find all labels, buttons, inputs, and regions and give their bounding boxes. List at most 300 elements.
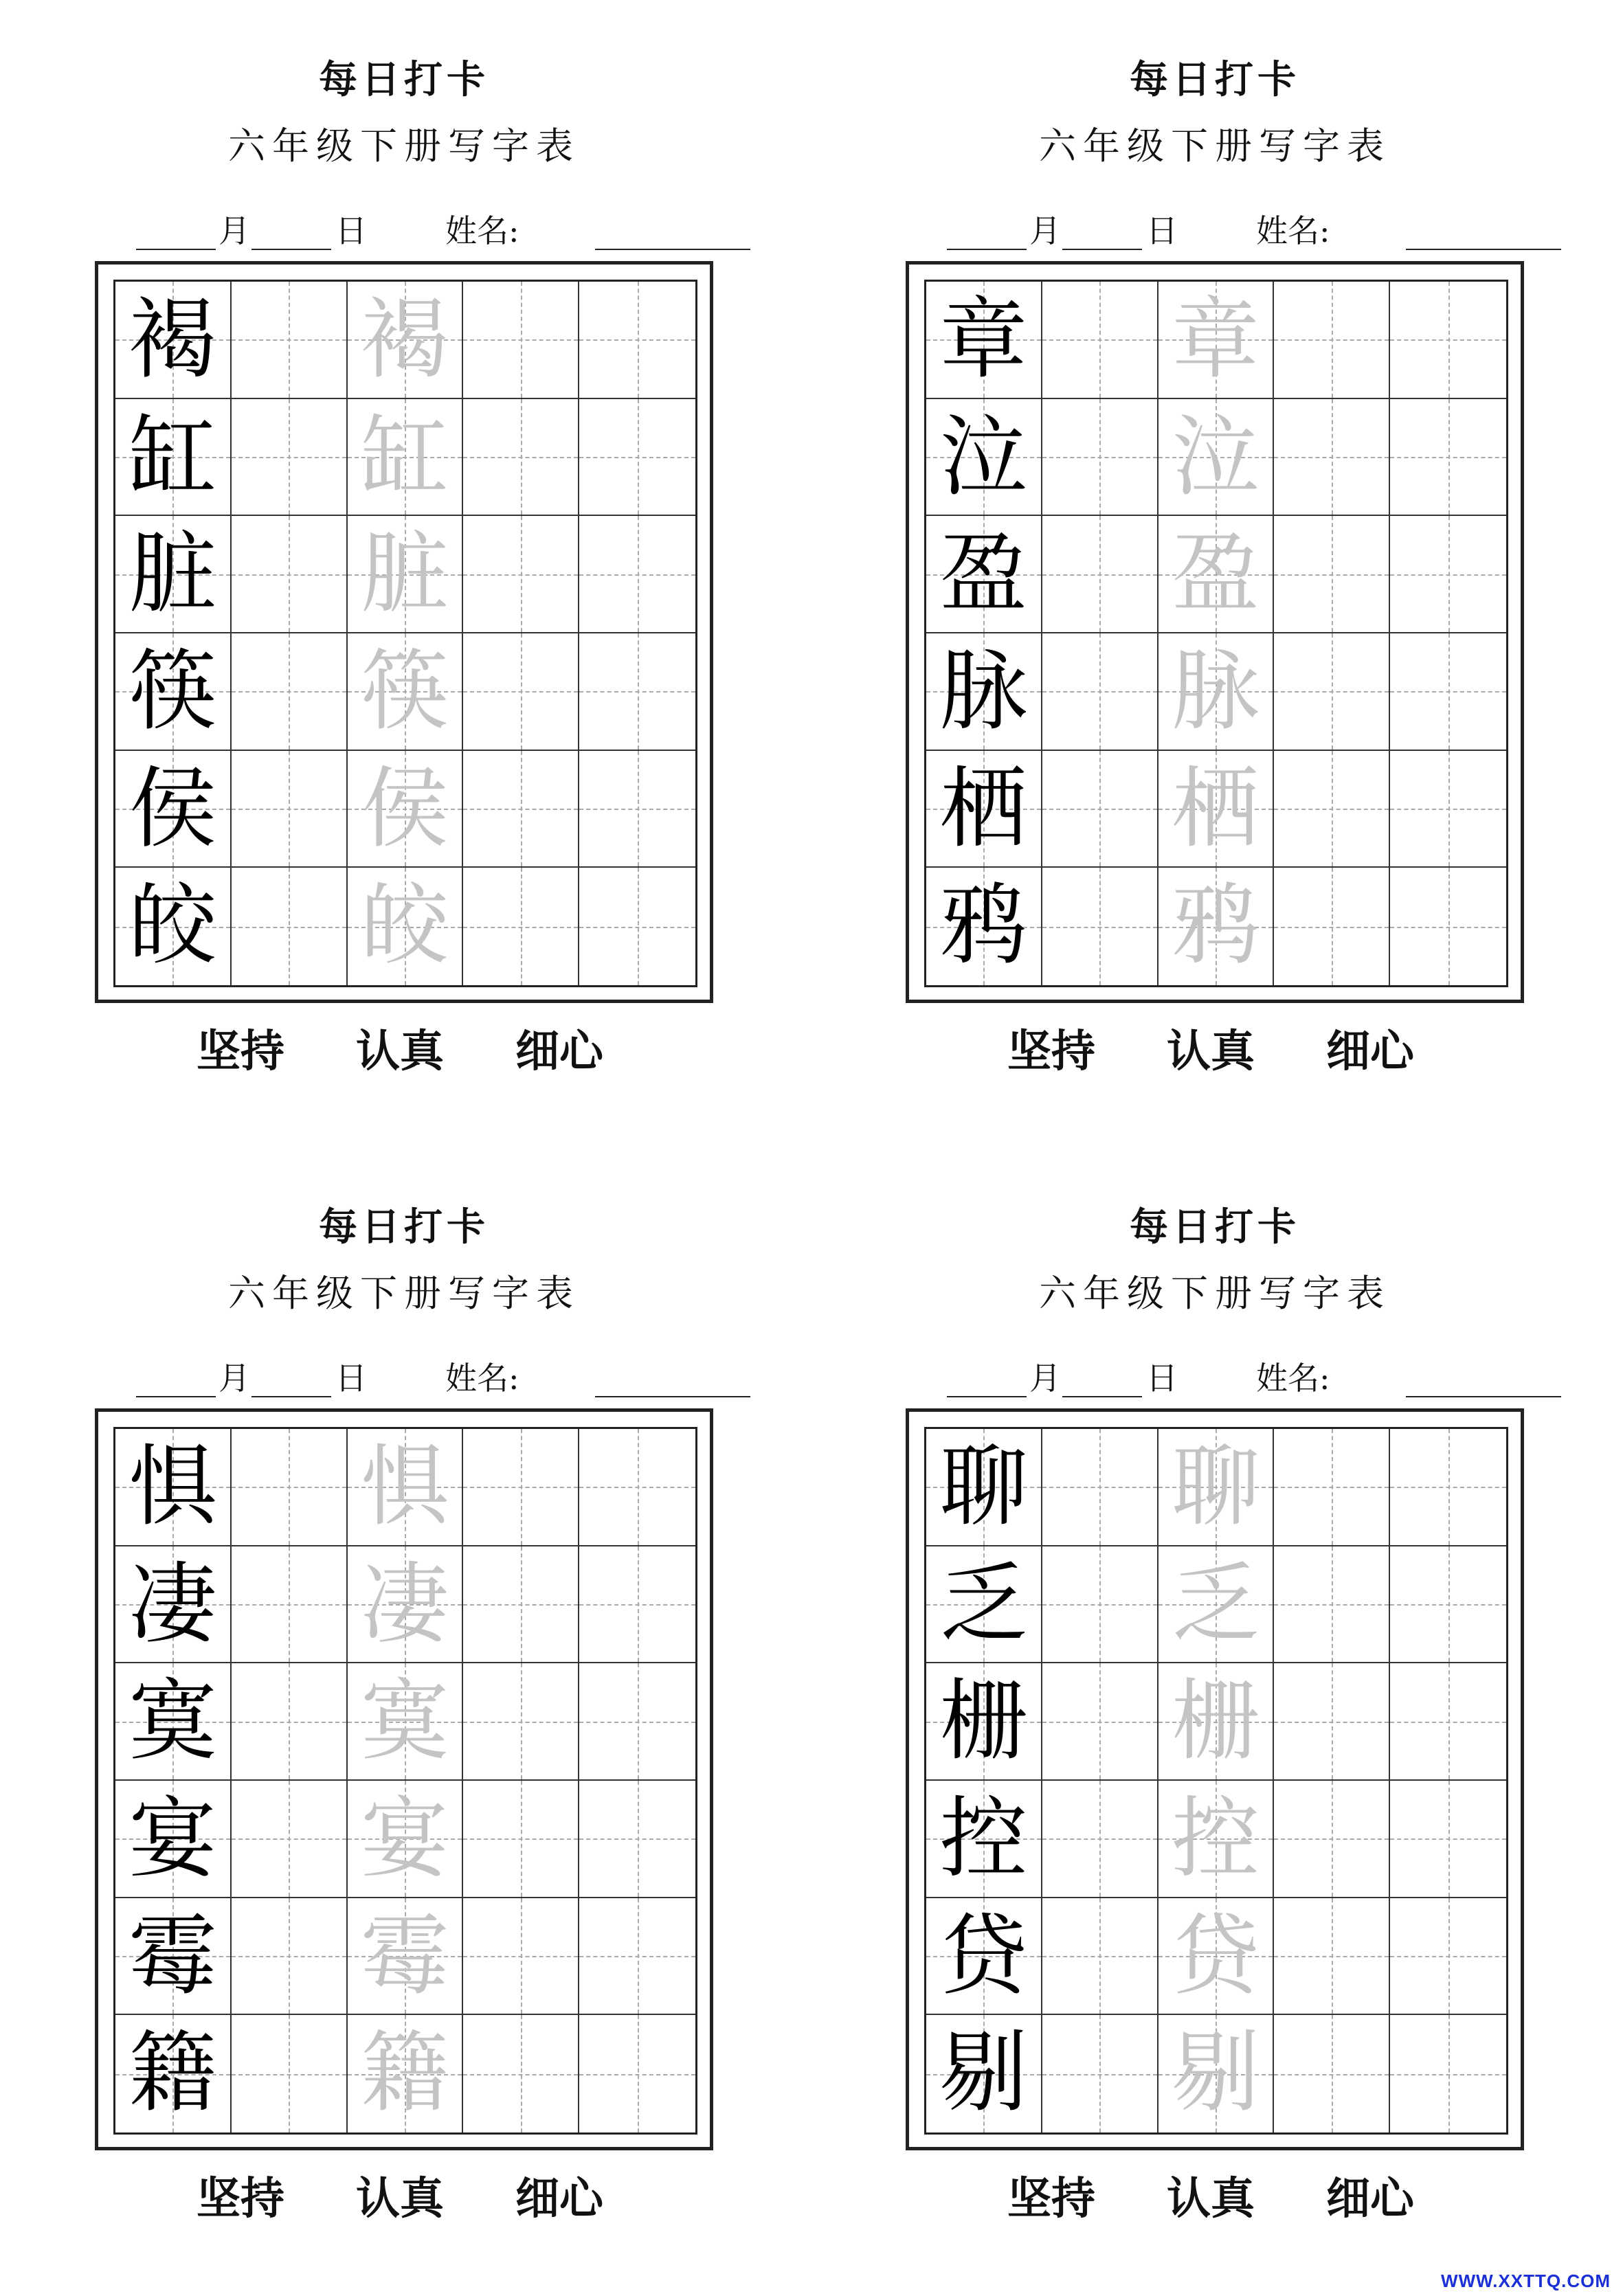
guide-line-horizontal [1274, 809, 1389, 810]
blank-practice-cell[interactable] [579, 868, 695, 985]
day-blank[interactable] [251, 249, 331, 250]
guide-line-horizontal [1274, 1956, 1389, 1957]
guide-line-horizontal [1042, 927, 1157, 928]
blank-practice-cell[interactable] [1274, 1781, 1390, 1898]
blank-practice-cell[interactable] [232, 751, 348, 868]
trace-character-cell[interactable] [1159, 633, 1275, 751]
worksheet-bottom-left [95, 1147, 782, 2247]
blank-practice-cell[interactable] [579, 751, 695, 868]
model-character: 聊 [939, 1436, 1028, 1538]
trace-character-cell[interactable] [348, 1781, 464, 1898]
guide-line-horizontal [1042, 1487, 1157, 1488]
motto-word: 认真 [1167, 1026, 1255, 1077]
blank-practice-cell[interactable] [1274, 868, 1390, 985]
guide-line-horizontal [579, 809, 695, 810]
month-blank[interactable] [947, 249, 1027, 250]
practice-frame [95, 261, 713, 1003]
guide-line-horizontal [1274, 1722, 1389, 1723]
trace-character-cell[interactable] [1159, 751, 1275, 868]
model-character-cell[interactable] [115, 751, 232, 868]
blank-practice-cell[interactable] [463, 633, 579, 751]
practice-row [926, 516, 1506, 633]
guide-line-horizontal [463, 1722, 578, 1723]
practice-row [115, 751, 695, 868]
blank-practice-cell[interactable] [463, 1781, 579, 1898]
motto-word: 认真 [356, 1026, 444, 1077]
sheet-subtitle: 六年级下册写字表 [1039, 124, 1391, 168]
practice-row [926, 282, 1506, 399]
blank-practice-cell[interactable] [1390, 1429, 1506, 1546]
blank-practice-cell[interactable] [579, 1781, 695, 1898]
model-character: 控 [939, 1788, 1028, 1890]
practice-row [926, 1781, 1506, 1898]
model-character: 栅 [939, 1670, 1028, 1773]
blank-practice-cell[interactable] [579, 1546, 695, 1664]
blank-practice-cell[interactable] [1042, 2015, 1159, 2132]
blank-practice-cell[interactable] [579, 399, 695, 517]
motto-word: 坚持 [197, 1026, 284, 1077]
guide-line-horizontal [1390, 2074, 1506, 2075]
guide-line-horizontal [232, 457, 346, 458]
name-label: 姓名: [445, 212, 519, 249]
guide-line-horizontal [232, 1722, 346, 1723]
model-character: 缸 [128, 405, 217, 508]
blank-practice-cell[interactable] [1042, 633, 1159, 751]
trace-character-cell[interactable] [1159, 2015, 1275, 2132]
trace-character-cell[interactable] [1159, 399, 1275, 517]
blank-practice-cell[interactable] [1042, 1898, 1159, 2016]
model-character: 贷 [939, 1904, 1028, 2007]
guide-line-horizontal [463, 339, 578, 341]
guide-line-horizontal [1042, 1956, 1157, 1957]
blank-practice-cell[interactable] [1042, 516, 1159, 633]
sheet-title: 每日打卡 [1130, 1204, 1300, 1250]
blank-practice-cell[interactable] [1274, 399, 1390, 517]
blank-practice-cell[interactable] [1042, 1781, 1159, 1898]
guide-line-horizontal [1274, 457, 1389, 458]
model-character-cell[interactable] [926, 1546, 1042, 1664]
trace-character: 控 [1171, 1788, 1260, 1890]
model-character: 剔 [939, 2022, 1028, 2125]
trace-character: 凄 [360, 1553, 449, 1656]
model-character: 寞 [128, 1670, 217, 1773]
month-blank[interactable] [136, 249, 216, 250]
model-character: 盈 [939, 523, 1028, 626]
blank-practice-cell[interactable] [1274, 1898, 1390, 2016]
guide-line-horizontal [1390, 574, 1506, 576]
model-character-cell[interactable] [115, 2015, 232, 2132]
model-character: 泣 [939, 405, 1028, 508]
model-character: 鸦 [939, 875, 1028, 978]
model-character-cell[interactable] [926, 1781, 1042, 1898]
blank-practice-cell[interactable] [1390, 1898, 1506, 2016]
blank-practice-cell[interactable] [579, 516, 695, 633]
model-character: 乏 [939, 1553, 1028, 1656]
guide-line-horizontal [1274, 574, 1389, 576]
practice-frame [906, 261, 1524, 1003]
blank-practice-cell[interactable] [463, 1663, 579, 1781]
blank-practice-cell[interactable] [232, 868, 348, 985]
guide-line-horizontal [1042, 1604, 1157, 1606]
trace-character: 褐 [360, 289, 449, 391]
motto-word: 细心 [1326, 2173, 1414, 2225]
trace-character: 栖 [1171, 757, 1260, 860]
blank-practice-cell[interactable] [1274, 2015, 1390, 2132]
guide-line-horizontal [1390, 927, 1506, 928]
practice-row [926, 1546, 1506, 1664]
practice-grid [924, 280, 1508, 987]
guide-line-horizontal [579, 1604, 695, 1606]
practice-grid [113, 280, 697, 987]
blank-practice-cell[interactable] [1042, 1429, 1159, 1546]
guide-line-horizontal [1390, 1604, 1506, 1606]
day-label: 日 [1146, 1360, 1178, 1397]
motto-word: 认真 [356, 2173, 444, 2225]
blank-practice-cell[interactable] [232, 1898, 348, 2016]
blank-practice-cell[interactable] [463, 1546, 579, 1664]
practice-row [926, 633, 1506, 751]
guide-line-horizontal [463, 574, 578, 576]
guide-line-horizontal [463, 927, 578, 928]
guide-line-horizontal [463, 809, 578, 810]
motto-word: 坚持 [197, 2173, 284, 2225]
blank-practice-cell[interactable] [1042, 399, 1159, 517]
guide-line-horizontal [1042, 691, 1157, 693]
guide-line-horizontal [579, 574, 695, 576]
practice-row [115, 1898, 695, 2016]
trace-character-cell[interactable] [1159, 1663, 1275, 1781]
guide-line-horizontal [579, 1487, 695, 1488]
motto [906, 2175, 1524, 2223]
model-character-cell[interactable] [115, 868, 232, 985]
model-character-cell[interactable] [926, 868, 1042, 985]
blank-practice-cell[interactable] [1274, 282, 1390, 399]
guide-line-horizontal [232, 574, 346, 576]
blank-practice-cell[interactable] [463, 1429, 579, 1546]
guide-line-horizontal [1390, 691, 1506, 693]
name-label: 姓名: [1256, 1360, 1330, 1397]
model-character: 宴 [128, 1788, 217, 1890]
trace-character: 脏 [360, 523, 449, 626]
model-character: 章 [939, 289, 1028, 391]
date-name-line [136, 210, 754, 251]
trace-character: 霉 [360, 1904, 449, 2007]
sheet-subtitle: 六年级下册写字表 [228, 1272, 580, 1315]
guide-line-horizontal [463, 1604, 578, 1606]
month-blank[interactable] [136, 1396, 216, 1397]
model-character: 侯 [128, 757, 217, 860]
motto [95, 1028, 713, 1076]
model-character-cell[interactable] [926, 2015, 1042, 2132]
blank-practice-cell[interactable] [463, 399, 579, 517]
model-character: 筷 [128, 640, 217, 743]
blank-practice-cell[interactable] [1390, 399, 1506, 517]
motto [95, 2175, 713, 2223]
guide-line-horizontal [463, 1956, 578, 1957]
model-character-cell[interactable] [926, 282, 1042, 399]
blank-practice-cell[interactable] [1042, 1663, 1159, 1781]
model-character: 籍 [128, 2022, 217, 2125]
blank-practice-cell[interactable] [463, 2015, 579, 2132]
guide-line-horizontal [1042, 457, 1157, 458]
guide-line-horizontal [1274, 1838, 1389, 1840]
model-character-cell[interactable] [115, 399, 232, 517]
guide-line-horizontal [232, 1956, 346, 1957]
model-character: 栖 [939, 757, 1028, 860]
blank-practice-cell[interactable] [1042, 751, 1159, 868]
model-character: 脏 [128, 523, 217, 626]
guide-line-horizontal [1274, 1604, 1389, 1606]
date-name-line [947, 210, 1565, 251]
trace-character-cell[interactable] [1159, 1429, 1275, 1546]
name-label: 姓名: [1256, 212, 1330, 249]
model-character-cell[interactable] [115, 282, 232, 399]
model-character: 惧 [128, 1436, 217, 1538]
name-blank[interactable] [595, 249, 750, 250]
trace-character: 栅 [1171, 1670, 1260, 1773]
blank-practice-cell[interactable] [1390, 282, 1506, 399]
guide-line-horizontal [579, 2074, 695, 2075]
guide-line-horizontal [579, 339, 695, 341]
practice-row [926, 1663, 1506, 1781]
model-character-cell[interactable] [926, 1663, 1042, 1781]
blank-practice-cell[interactable] [1390, 1546, 1506, 1664]
trace-character-cell[interactable] [348, 1429, 464, 1546]
trace-character-cell[interactable] [348, 399, 464, 517]
model-character-cell[interactable] [926, 516, 1042, 633]
day-label: 日 [335, 1360, 367, 1397]
blank-practice-cell[interactable] [232, 633, 348, 751]
guide-line-horizontal [579, 1838, 695, 1840]
footer-website-link[interactable]: WWW.XXTTQ.COM [1441, 2271, 1611, 2291]
guide-line-horizontal [1274, 691, 1389, 693]
guide-line-horizontal [463, 691, 578, 693]
guide-line-horizontal [1274, 927, 1389, 928]
blank-practice-cell[interactable] [579, 2015, 695, 2132]
trace-character: 乏 [1171, 1553, 1260, 1656]
sheet-subtitle: 六年级下册写字表 [228, 124, 580, 168]
trace-character-cell[interactable] [348, 1898, 464, 2016]
model-character: 褐 [128, 289, 217, 391]
model-character-cell[interactable] [115, 1781, 232, 1898]
worksheet-top-right [906, 0, 1593, 1099]
blank-practice-cell[interactable] [1274, 633, 1390, 751]
trace-character-cell[interactable] [1159, 1898, 1275, 2016]
blank-practice-cell[interactable] [232, 282, 348, 399]
practice-row [926, 868, 1506, 985]
model-character: 凄 [128, 1553, 217, 1656]
practice-row [115, 399, 695, 517]
sheet-title: 每日打卡 [319, 1204, 489, 1250]
name-blank[interactable] [595, 1396, 750, 1397]
practice-grid [113, 1427, 697, 2135]
motto-word: 细心 [1326, 1026, 1414, 1077]
blank-practice-cell[interactable] [463, 516, 579, 633]
guide-line-horizontal [463, 1487, 578, 1488]
guide-line-horizontal [232, 691, 346, 693]
trace-character-cell[interactable] [348, 1546, 464, 1664]
guide-line-horizontal [1274, 2074, 1389, 2075]
blank-practice-cell[interactable] [463, 282, 579, 399]
model-character-cell[interactable] [926, 1429, 1042, 1546]
model-character-cell[interactable] [115, 633, 232, 751]
blank-practice-cell[interactable] [232, 1663, 348, 1781]
guide-line-horizontal [1274, 339, 1389, 341]
motto-word: 坚持 [1007, 2173, 1095, 2225]
guide-line-horizontal [232, 1487, 346, 1488]
blank-practice-cell[interactable] [1390, 868, 1506, 985]
motto-word: 坚持 [1007, 1026, 1095, 1077]
blank-practice-cell[interactable] [1390, 751, 1506, 868]
trace-character: 寞 [360, 1670, 449, 1773]
blank-practice-cell[interactable] [463, 1898, 579, 2016]
blank-practice-cell[interactable] [1390, 633, 1506, 751]
blank-practice-cell[interactable] [1274, 1546, 1390, 1664]
blank-practice-cell[interactable] [463, 751, 579, 868]
trace-character: 章 [1171, 289, 1260, 391]
blank-practice-cell[interactable] [232, 399, 348, 517]
guide-line-horizontal [579, 457, 695, 458]
trace-character: 脉 [1171, 640, 1260, 743]
blank-practice-cell[interactable] [232, 1781, 348, 1898]
practice-row [115, 516, 695, 633]
trace-character-cell[interactable] [348, 633, 464, 751]
guide-line-horizontal [1390, 1487, 1506, 1488]
guide-line-horizontal [232, 1838, 346, 1840]
blank-practice-cell[interactable] [1042, 868, 1159, 985]
guide-line-horizontal [463, 1838, 578, 1840]
trace-character-cell[interactable] [348, 2015, 464, 2132]
model-character-cell[interactable] [115, 516, 232, 633]
month-label: 月 [219, 212, 250, 249]
trace-character-cell[interactable] [1159, 516, 1275, 633]
blank-practice-cell[interactable] [579, 1429, 695, 1546]
model-character-cell[interactable] [115, 1546, 232, 1664]
trace-character-cell[interactable] [348, 751, 464, 868]
guide-line-horizontal [1390, 1956, 1506, 1957]
blank-practice-cell[interactable] [1042, 1546, 1159, 1664]
model-character: 皎 [128, 875, 217, 978]
worksheet-bottom-right [906, 1147, 1593, 2247]
date-name-line [947, 1358, 1565, 1399]
practice-row [115, 1663, 695, 1781]
blank-practice-cell[interactable] [1390, 2015, 1506, 2132]
trace-character: 鸦 [1171, 875, 1260, 978]
trace-character: 惧 [360, 1436, 449, 1538]
blank-practice-cell[interactable] [1390, 1663, 1506, 1781]
day-blank[interactable] [1062, 249, 1142, 250]
model-character-cell[interactable] [115, 1898, 232, 2016]
trace-character: 侯 [360, 757, 449, 860]
worksheet-top-left [95, 0, 782, 1099]
blank-practice-cell[interactable] [1274, 1663, 1390, 1781]
blank-practice-cell[interactable] [232, 2015, 348, 2132]
model-character-cell[interactable] [926, 1898, 1042, 2016]
motto-word: 细心 [515, 1026, 603, 1077]
trace-character-cell[interactable] [348, 1663, 464, 1781]
practice-grid [924, 1427, 1508, 2135]
guide-line-horizontal [1390, 1838, 1506, 1840]
motto-word: 认真 [1167, 2173, 1255, 2225]
trace-character-cell[interactable] [348, 868, 464, 985]
blank-practice-cell[interactable] [232, 516, 348, 633]
blank-practice-cell[interactable] [232, 1546, 348, 1664]
model-character-cell[interactable] [926, 633, 1042, 751]
model-character-cell[interactable] [115, 1429, 232, 1546]
trace-character-cell[interactable] [1159, 868, 1275, 985]
day-label: 日 [1146, 212, 1178, 249]
trace-character-cell[interactable] [348, 516, 464, 633]
name-blank[interactable] [1406, 1396, 1561, 1397]
guide-line-horizontal [463, 457, 578, 458]
motto-word: 细心 [515, 2173, 603, 2225]
practice-row [926, 1429, 1506, 1546]
blank-practice-cell[interactable] [579, 1898, 695, 2016]
model-character: 脉 [939, 640, 1028, 743]
name-label: 姓名: [445, 1360, 519, 1397]
blank-practice-cell[interactable] [463, 868, 579, 985]
guide-line-horizontal [1274, 1487, 1389, 1488]
guide-line-horizontal [1390, 457, 1506, 458]
sheet-subtitle: 六年级下册写字表 [1039, 1272, 1391, 1315]
trace-character: 皎 [360, 875, 449, 978]
guide-line-horizontal [463, 2074, 578, 2075]
guide-line-horizontal [232, 927, 346, 928]
trace-character-cell[interactable] [1159, 1546, 1275, 1664]
trace-character: 聊 [1171, 1436, 1260, 1538]
guide-line-horizontal [232, 1604, 346, 1606]
blank-practice-cell[interactable] [1390, 516, 1506, 633]
model-character-cell[interactable] [926, 751, 1042, 868]
blank-practice-cell[interactable] [232, 1429, 348, 1546]
model-character-cell[interactable] [926, 399, 1042, 517]
motto [906, 1028, 1524, 1076]
practice-row [926, 1898, 1506, 2016]
trace-character: 筷 [360, 640, 449, 743]
blank-practice-cell[interactable] [1042, 282, 1159, 399]
practice-row [115, 633, 695, 751]
guide-line-horizontal [232, 809, 346, 810]
practice-row [115, 282, 695, 399]
guide-line-horizontal [1042, 809, 1157, 810]
model-character-cell[interactable] [115, 1663, 232, 1781]
trace-character: 贷 [1171, 1904, 1260, 2007]
blank-practice-cell[interactable] [1390, 1781, 1506, 1898]
blank-practice-cell[interactable] [579, 282, 695, 399]
blank-practice-cell[interactable] [579, 1663, 695, 1781]
name-blank[interactable] [1406, 249, 1561, 250]
blank-practice-cell[interactable] [579, 633, 695, 751]
blank-practice-cell[interactable] [1274, 516, 1390, 633]
practice-row [115, 2015, 695, 2132]
model-character: 霉 [128, 1904, 217, 2007]
day-blank[interactable] [251, 1396, 331, 1397]
trace-character-cell[interactable] [1159, 1781, 1275, 1898]
month-label: 月 [1029, 1360, 1061, 1397]
trace-character-cell[interactable] [348, 282, 464, 399]
month-blank[interactable] [947, 1396, 1027, 1397]
day-label: 日 [335, 212, 367, 249]
blank-practice-cell[interactable] [1274, 1429, 1390, 1546]
guide-line-horizontal [579, 1956, 695, 1957]
date-name-line [136, 1358, 754, 1399]
day-blank[interactable] [1062, 1396, 1142, 1397]
guide-line-horizontal [579, 1722, 695, 1723]
blank-practice-cell[interactable] [1274, 751, 1390, 868]
trace-character-cell[interactable] [1159, 282, 1275, 399]
practice-row [926, 2015, 1506, 2132]
trace-character: 剔 [1171, 2022, 1260, 2125]
